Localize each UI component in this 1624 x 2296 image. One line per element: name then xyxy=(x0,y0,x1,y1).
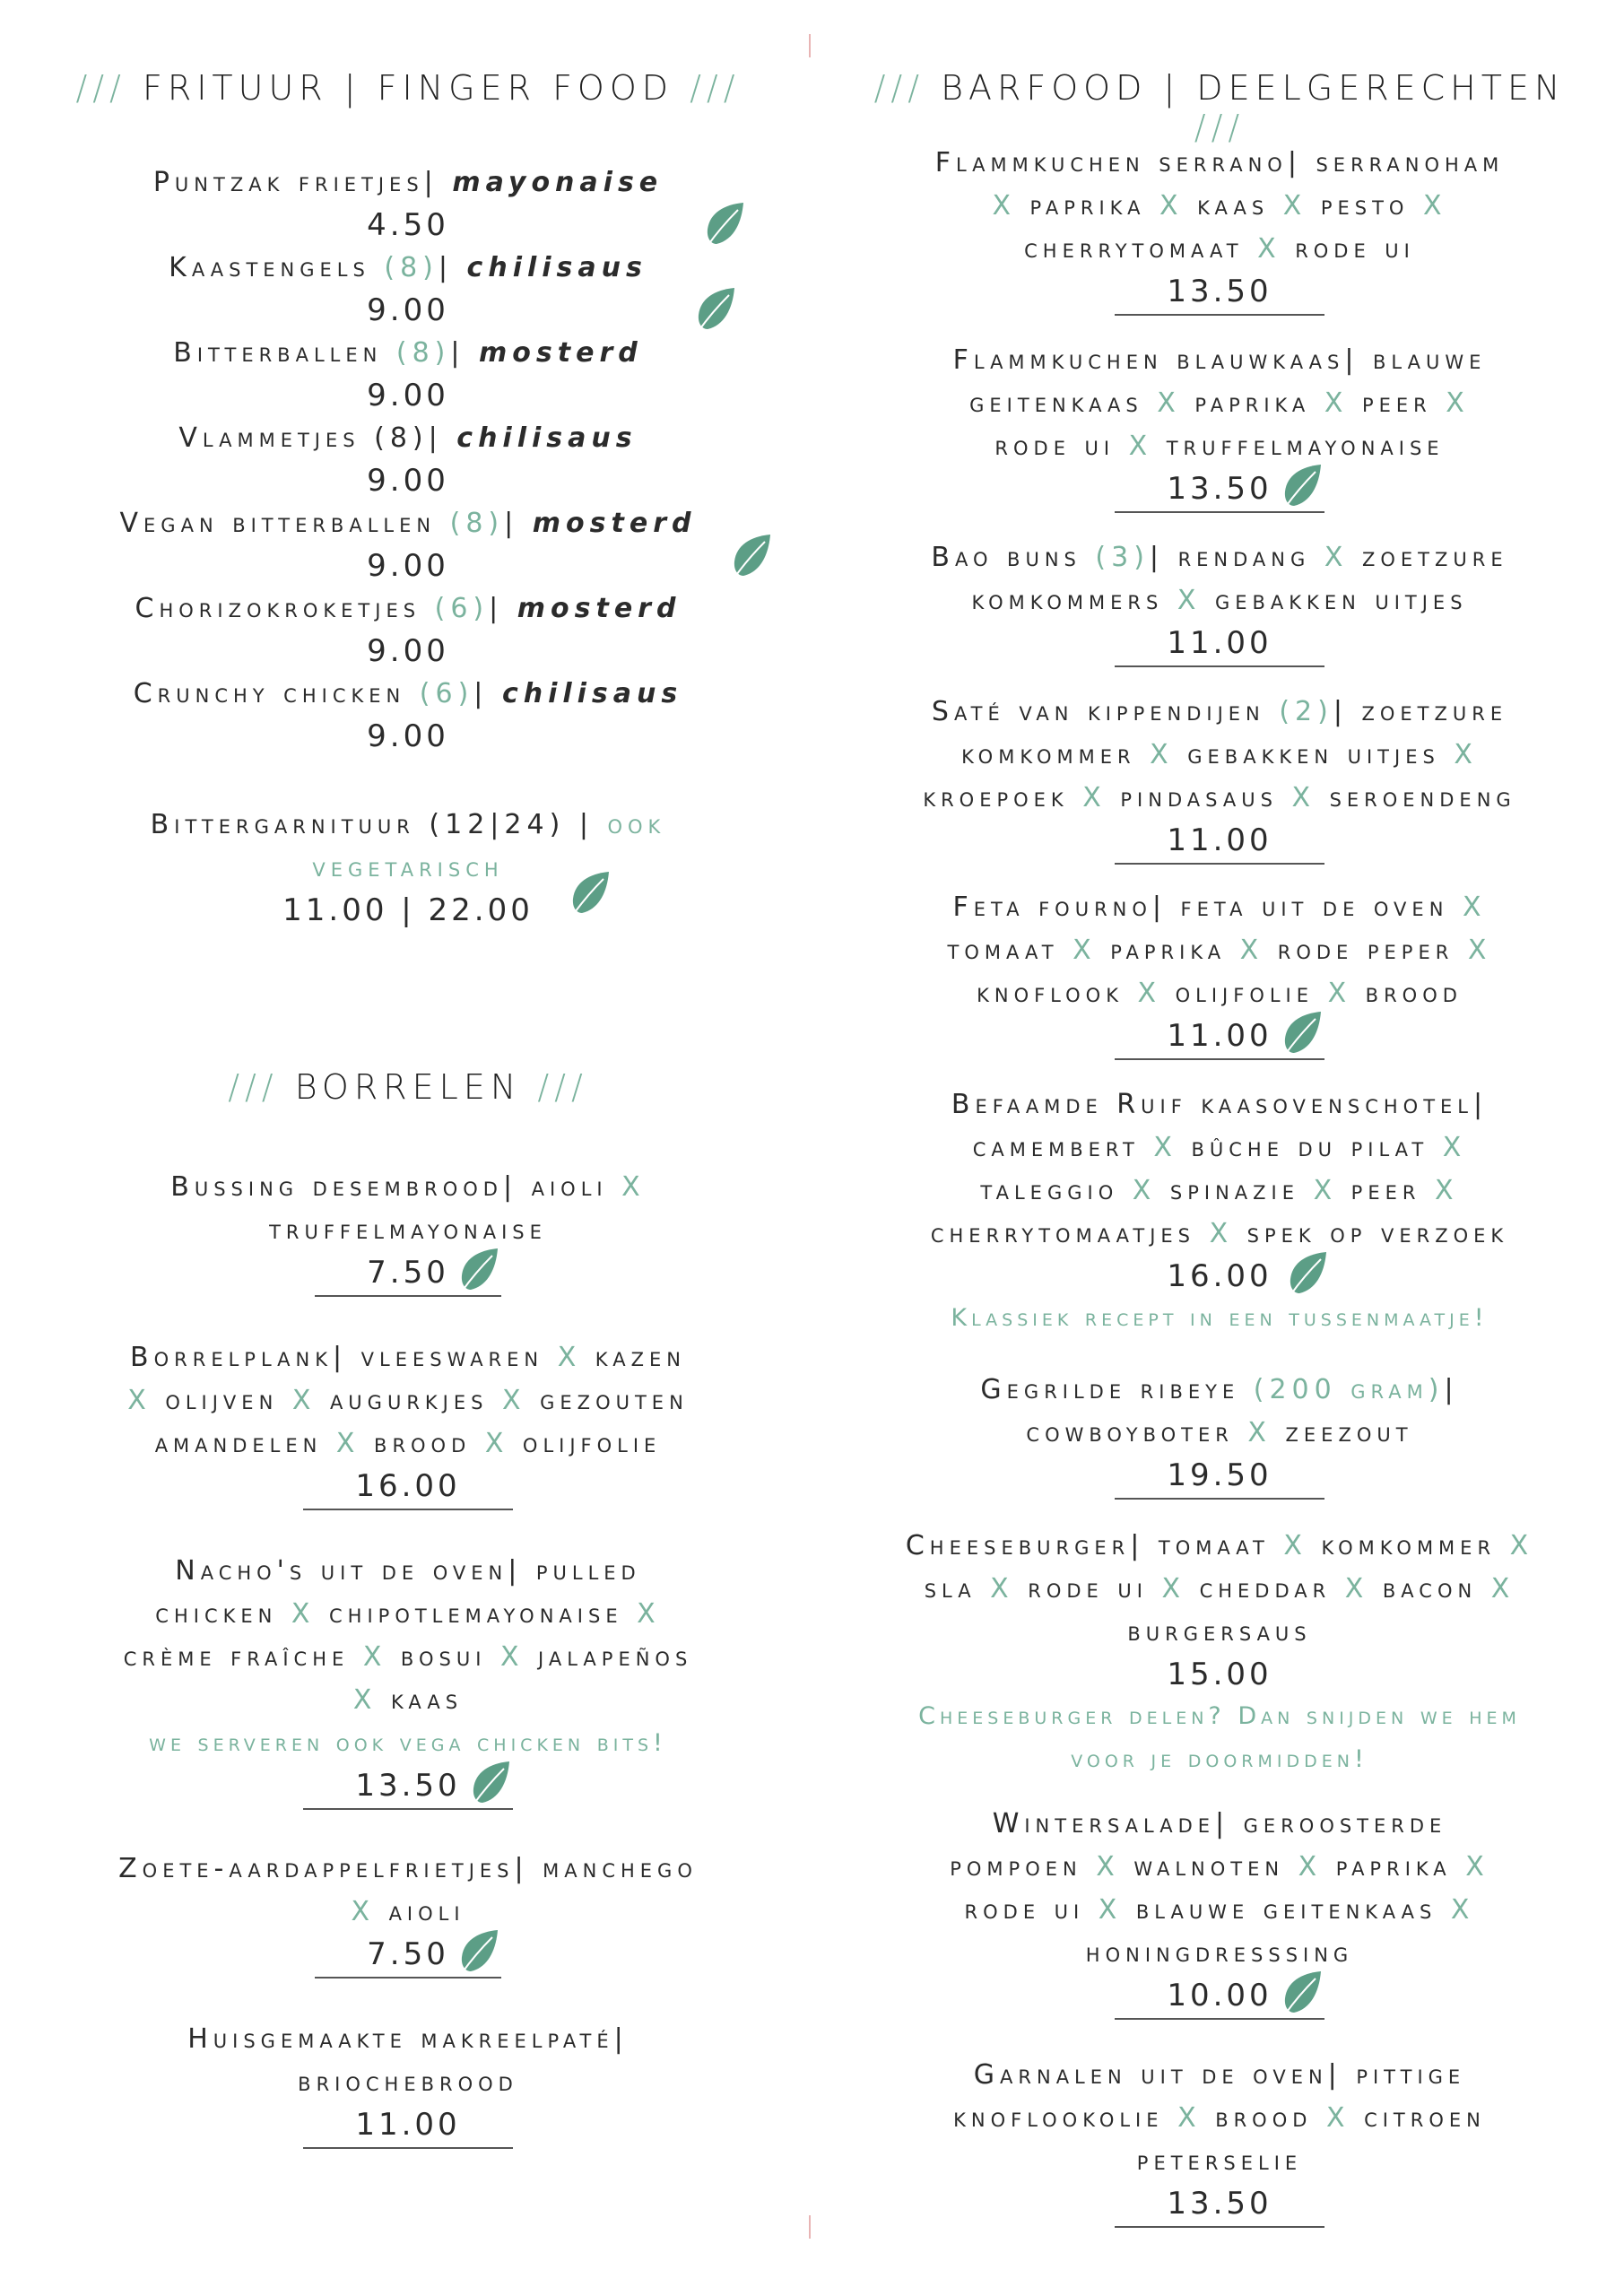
price: 9.00 xyxy=(367,378,449,413)
borrelen-heading: /// BORRELEN /// xyxy=(228,1067,588,1107)
menu-item: Bitterballen (8)| mosterd 9.00 xyxy=(40,332,776,416)
menu-item: Kaastengels (8)| chilisaus 9.00 xyxy=(40,247,776,331)
menu-item: Cheeseburger| tomaat X komkommer X sla X rode ui X cheddar X bacon X burgersaus 15.00 Cheeseburger delen? Dan snijden we hem voor je doormidden! xyxy=(847,1525,1592,1781)
price: 13.50 xyxy=(1115,2183,1324,2228)
menu-item: Nacho's uit de oven| pulled chicken X chipotlemayonaise X crème fraîche X bosui X jalapeños X kaas we serveren ook vega chicken bits! 13.50 xyxy=(40,1550,776,1810)
leaf-icon xyxy=(1281,463,1324,509)
price: 19.50 xyxy=(1115,1455,1324,1500)
price: 7.50 xyxy=(315,1934,501,1979)
menu-item: Huisgemaakte makreelpaté| briochebrood 11.00 xyxy=(40,2018,776,2149)
price: 11.00 xyxy=(1115,1015,1324,1060)
price: 4.50 xyxy=(367,207,449,243)
leaf-icon xyxy=(458,1247,501,1293)
price: 13.50 xyxy=(1115,271,1324,316)
price: 9.00 xyxy=(367,548,449,584)
price: 11.00 xyxy=(303,2104,512,2149)
menu-item: Chorizokroketjes (6)| mosterd 9.00 xyxy=(40,587,776,672)
menu-item: Flammkuchen serrano| serranoham X paprika X kaas X pesto X cherrytomaat X rode ui 13.50 xyxy=(847,142,1592,316)
menu-item: Zoete-aardappelfrietjes| manchego X aioli 7.50 xyxy=(40,1848,776,1979)
leaf-icon xyxy=(1281,1010,1324,1057)
frituur-heading: /// FRITUUR | FINGER FOOD /// xyxy=(75,68,741,108)
menu-item: Bussing desembrood| aioli X truffelmayonaise 7.50 xyxy=(40,1166,776,1297)
leaf-icon xyxy=(458,1928,501,1975)
price: 11.00 | 22.00 xyxy=(282,892,534,928)
top-divider-mark xyxy=(809,34,811,57)
leaf-icon xyxy=(695,286,738,333)
menu-item: Bao buns (3)| rendang X zoetzure komkommers X gebakken uitjes 11.00 xyxy=(847,536,1592,667)
menu-item: Feta fourno| feta uit de oven X tomaat X paprika X rode peper X knoflook X olijfolie X brood 11.00 xyxy=(847,886,1592,1060)
item-note: Klassiek recept in een tussenmaatje! xyxy=(951,1304,1489,1332)
menu-item: Vlammetjes (8)| chilisaus 9.00 xyxy=(40,417,776,501)
price: 11.00 xyxy=(1115,820,1324,865)
leaf-icon xyxy=(731,533,774,579)
menu-item: Wintersalade| geroosterde pompoen X walnoten X paprika X rode ui X blauwe geitenkaas X honingdresssing 10.00 xyxy=(847,1803,1592,2020)
item-note: Cheeseburger delen? Dan snijden we hem xyxy=(918,1702,1521,1730)
price: 13.50 xyxy=(1115,468,1324,513)
item-note: voor je doormidden! xyxy=(1071,1745,1368,1773)
menu-item: Crunchy chicken (6)| chilisaus 9.00 xyxy=(40,673,776,757)
leaf-icon xyxy=(704,201,747,248)
price: 7.50 xyxy=(315,1252,501,1297)
leaf-icon xyxy=(1281,1970,1324,2016)
price: 9.00 xyxy=(367,292,449,328)
bittergarnituur-item: Bittergarnituur (12|24) | ook vegetarisch 11.00 | 22.00 xyxy=(40,804,776,931)
menu-item: Vegan bitterballen (8)| mosterd 9.00 xyxy=(40,502,776,587)
price: 9.00 xyxy=(367,718,449,754)
leaf-icon xyxy=(569,870,612,917)
menu-item: Gegrilde ribeye (200 gram)| cowboyboter X zeezout 19.50 xyxy=(847,1369,1592,1500)
barfood-heading: /// BARFOOD | DEELGERECHTEN /// xyxy=(873,68,1566,147)
price: 16.00 xyxy=(303,1465,512,1510)
price: 15.00 xyxy=(1167,1657,1272,1692)
menu-item: Flammkuchen blauwkaas| blauwe geitenkaas X paprika X peer X rode ui X truffelmayonaise 13.50 xyxy=(847,339,1592,513)
price: 10.00 xyxy=(1115,1975,1324,2020)
menu-item: Garnalen uit de oven| pittige knoflookolie X brood X citroen peterselie 13.50 xyxy=(847,2054,1592,2228)
menu-item: Befaamde Ruif kaasovenschotel| camembert X bûche du pilat X taleggio X spinazie X peer X cherrytomaatjes X spek op verzoek 16.00 Klassiek recept in een tussenmaatje! xyxy=(847,1083,1592,1340)
item-note: we serveren ook vega chicken bits! xyxy=(149,1729,667,1757)
price: 9.00 xyxy=(367,633,449,669)
leaf-icon xyxy=(470,1760,513,1806)
price: 11.00 xyxy=(1115,622,1324,667)
menu-item: Puntzak frietjes| mayonaise 4.50 xyxy=(40,161,776,246)
price: 16.00 xyxy=(1167,1256,1272,1297)
bottom-divider-mark xyxy=(809,2215,811,2239)
price: 9.00 xyxy=(367,463,449,499)
menu-item: Saté van kippendijen (2)| zoetzure komkommer X gebakken uitjes X kroepoek X pindasaus X seroendeng 11.00 xyxy=(847,691,1592,865)
menu-item: Borrelplank| vleeswaren X kazen X olijven X augurkjes X gezouten amandelen X brood X olijfolie 16.00 xyxy=(40,1336,776,1510)
price: 13.50 xyxy=(303,1765,512,1810)
leaf-icon xyxy=(1287,1250,1330,1297)
